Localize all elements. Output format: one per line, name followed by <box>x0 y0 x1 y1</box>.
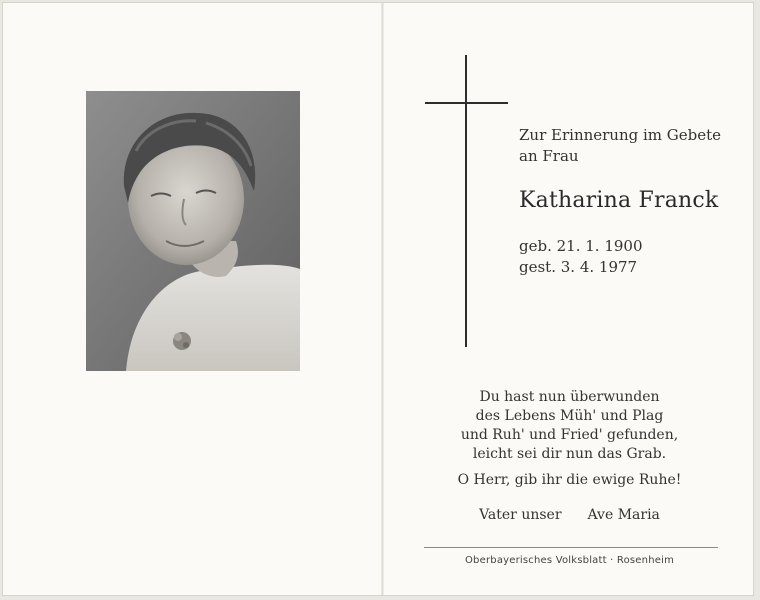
verse-line-3: und Ruh' und Fried' gefunden, <box>460 427 679 443</box>
verse-line-1: Du hast nun überwunden <box>479 389 660 405</box>
intro-line-2: an Frau <box>519 147 579 165</box>
portrait-image <box>86 91 300 371</box>
divider <box>424 547 718 548</box>
deceased-name: Katharina Franck <box>519 188 719 213</box>
right-panel <box>384 3 755 595</box>
cross-icon-horizontal <box>425 102 508 104</box>
prayer-ave-maria: Ave Maria <box>587 507 660 523</box>
cross-icon-vertical <box>465 55 467 347</box>
memorial-card <box>2 2 754 596</box>
prayers-row <box>384 507 755 523</box>
prayer-vater-unser: Vater unser <box>479 507 562 523</box>
left-panel <box>3 3 381 595</box>
prayer-line: O Herr, gib ihr die ewige Ruhe! <box>457 472 682 488</box>
verse-line-4: leicht sei dir nun das Grab. <box>472 446 667 462</box>
intro-line-1: Zur Erinnerung im Gebete <box>519 126 722 144</box>
death-date: gest. 3. 4. 1977 <box>519 258 638 276</box>
birth-date: geb. 21. 1. 1900 <box>519 237 643 255</box>
portrait-photo <box>86 91 300 371</box>
verse-line-2: des Lebens Müh' und Plag <box>475 408 664 424</box>
printer-imprint: Oberbayerisches Volksblatt · Rosenheim <box>464 555 675 566</box>
